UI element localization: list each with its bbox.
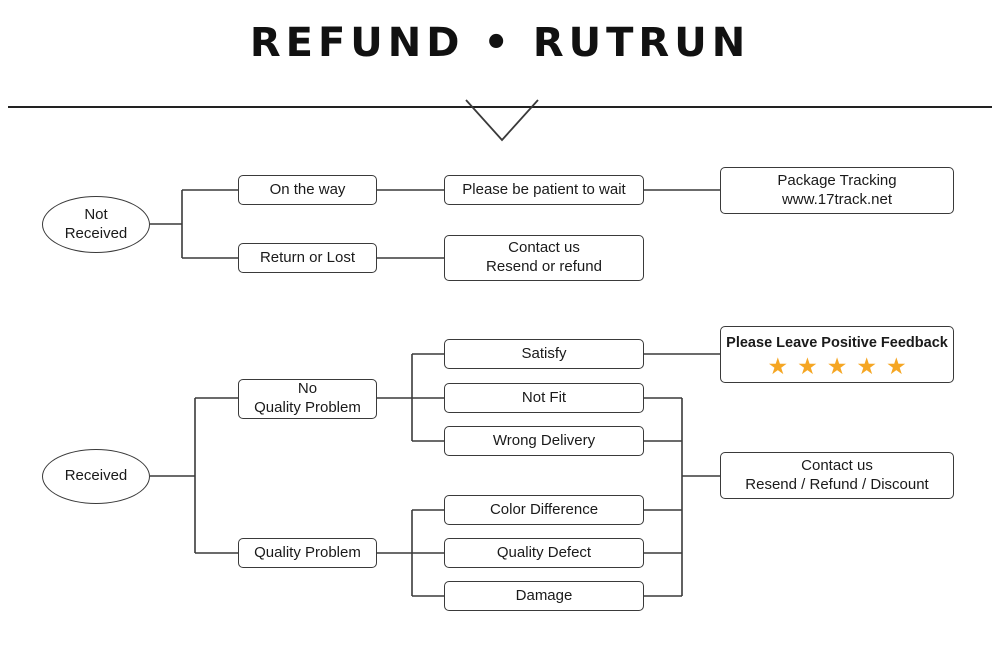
tracking-url[interactable]: www.17track.net (781, 190, 893, 208)
node-positive-feedback (720, 326, 954, 383)
chevron-down-icon (462, 96, 542, 144)
node-satisfy (444, 339, 644, 369)
node-label-line1: Package Tracking (777, 171, 897, 189)
node-label: Color Difference (489, 500, 599, 518)
node-label-line1: Not (84, 205, 108, 223)
node-label-line1: Contact us (801, 456, 873, 474)
node-return-or-lost (238, 243, 377, 273)
node-label-line1: Contact us (508, 239, 580, 257)
node-label: Wrong Delivery (492, 431, 596, 449)
node-on-the-way (238, 175, 377, 205)
node-label: Return or Lost (259, 248, 356, 266)
node-label-line2: Resend or refund (486, 258, 602, 275)
node-label: Damage (515, 586, 573, 604)
node-quality-defect (444, 538, 644, 568)
node-damage (444, 581, 644, 611)
node-not-received (42, 196, 150, 253)
node-contact-us-resend-refund-discount (720, 452, 954, 499)
node-label-line1: Received (64, 467, 128, 485)
node-label-line1: Quality Problem (254, 543, 361, 561)
node-quality-problem (238, 538, 377, 568)
node-label-line2: Resend / Refund / Discount (745, 475, 929, 493)
star-rating[interactable] (767, 355, 906, 378)
node-label-line2: Quality Problem (254, 399, 361, 416)
node-no-quality-problem (238, 379, 377, 419)
star-icon[interactable]: ★ (826, 353, 848, 379)
node-label-line2: Received (64, 224, 128, 242)
node-label: Not Fit (521, 388, 567, 406)
star-icon[interactable]: ★ (856, 353, 877, 379)
page-title: REFUND • RUTRUN (249, 20, 751, 66)
star-icon[interactable]: ★ (885, 353, 907, 379)
node-be-patient (444, 175, 644, 205)
node-label: On the way (269, 180, 346, 198)
star-icon[interactable]: ★ (797, 353, 818, 379)
node-label-line1: No (297, 380, 318, 398)
node-wrong-delivery (444, 426, 644, 456)
node-label: Quality Defect (496, 543, 592, 561)
node-color-difference (444, 495, 644, 525)
node-contact-us-resend-refund (444, 235, 644, 281)
star-icon[interactable]: ★ (767, 353, 789, 379)
feedback-text: Please Leave Positive Feedback (726, 335, 948, 351)
node-not-fit (444, 383, 644, 413)
node-received (42, 449, 150, 504)
node-label: Satisfy (521, 344, 567, 362)
node-label-line1: Please be patient to wait (462, 180, 626, 198)
node-package-tracking[interactable] (720, 167, 954, 214)
